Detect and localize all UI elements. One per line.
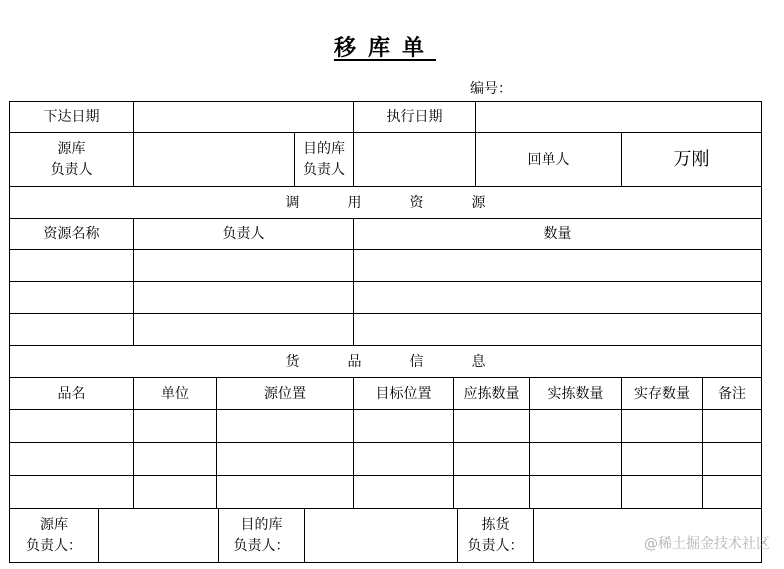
table-row bbox=[10, 476, 762, 509]
goods-cell[interactable] bbox=[134, 410, 217, 443]
goods-cell[interactable] bbox=[530, 476, 622, 509]
watermark-text: @稀土掘金技术社区 bbox=[644, 536, 770, 552]
resource-owner-cell[interactable] bbox=[134, 250, 354, 282]
goods-cell[interactable] bbox=[10, 410, 134, 443]
document-title: 移库单 bbox=[333, 36, 436, 61]
issue-date-field[interactable] bbox=[134, 102, 354, 133]
table-row bbox=[10, 314, 762, 346]
goods-section-heading: 货 品 信 息 bbox=[10, 346, 762, 378]
goods-cell[interactable] bbox=[622, 443, 703, 476]
goods-target-location-header: 目标位置 bbox=[354, 378, 454, 410]
footer-source-owner-label: 源库 负责人： bbox=[10, 509, 99, 562]
goods-cell[interactable] bbox=[530, 443, 622, 476]
goods-cell[interactable] bbox=[134, 443, 217, 476]
goods-cell[interactable] bbox=[622, 476, 703, 509]
exec-date-label: 执行日期 bbox=[354, 102, 476, 133]
resource-quantity-cell[interactable] bbox=[354, 314, 762, 346]
goods-cell[interactable] bbox=[454, 410, 530, 443]
resource-name-header: 资源名称 bbox=[10, 219, 134, 250]
resource-owner-header: 负责人 bbox=[134, 219, 354, 250]
goods-remark-header: 备注 bbox=[703, 378, 762, 410]
resource-name-cell[interactable] bbox=[10, 314, 134, 346]
receiver-label: 回单人 bbox=[476, 133, 622, 187]
resource-name-cell[interactable] bbox=[10, 282, 134, 314]
goods-cell[interactable] bbox=[354, 410, 454, 443]
goods-cell[interactable] bbox=[703, 443, 762, 476]
resource-quantity-cell[interactable] bbox=[354, 282, 762, 314]
footer-picker-owner-label: 拣货 负责人： bbox=[458, 509, 534, 562]
goods-cell[interactable] bbox=[530, 410, 622, 443]
goods-actual-pick-qty-header: 实拣数量 bbox=[530, 378, 622, 410]
table-row bbox=[10, 282, 762, 314]
goods-cell[interactable] bbox=[703, 476, 762, 509]
table-row bbox=[10, 443, 762, 476]
footer-target-owner-field[interactable] bbox=[305, 509, 458, 562]
source-wh-owner-field[interactable] bbox=[134, 133, 295, 186]
resource-quantity-cell[interactable] bbox=[354, 250, 762, 282]
goods-stock-qty-header: 实存数量 bbox=[622, 378, 703, 410]
target-wh-owner-label: 目的库 负责人 bbox=[303, 140, 345, 178]
exec-date-field[interactable] bbox=[476, 102, 762, 133]
resource-owner-cell[interactable] bbox=[134, 314, 354, 346]
goods-cell[interactable] bbox=[217, 443, 354, 476]
resource-section-heading: 调 用 资 源 bbox=[10, 187, 762, 219]
goods-cell[interactable] bbox=[10, 443, 134, 476]
goods-cell[interactable] bbox=[454, 443, 530, 476]
resource-owner-cell[interactable] bbox=[134, 282, 354, 314]
goods-cell[interactable] bbox=[454, 476, 530, 509]
goods-cell[interactable] bbox=[622, 410, 703, 443]
resource-quantity-header: 数量 bbox=[354, 219, 762, 250]
issue-date-label: 下达日期 bbox=[10, 102, 134, 133]
goods-name-header: 品名 bbox=[10, 378, 134, 410]
footer-source-owner-field[interactable] bbox=[99, 509, 219, 562]
receiver-value: 万刚 bbox=[622, 133, 762, 187]
goods-cell[interactable] bbox=[354, 476, 454, 509]
serial-number-label: 编号： bbox=[470, 81, 512, 97]
source-wh-owner-label: 源库 负责人 bbox=[10, 133, 134, 187]
goods-cell[interactable] bbox=[217, 476, 354, 509]
table-row bbox=[10, 410, 762, 443]
goods-cell[interactable] bbox=[703, 410, 762, 443]
goods-unit-header: 单位 bbox=[134, 378, 217, 410]
table-row bbox=[10, 250, 762, 282]
target-wh-owner-field[interactable] bbox=[354, 133, 476, 187]
goods-source-location-header: 源位置 bbox=[217, 378, 354, 410]
footer-target-owner-label: 目的库 负责人： bbox=[219, 509, 305, 562]
goods-pick-qty-header: 应拣数量 bbox=[454, 378, 530, 410]
resource-name-cell[interactable] bbox=[10, 250, 134, 282]
goods-cell[interactable] bbox=[217, 410, 354, 443]
transfer-form-table bbox=[9, 101, 762, 563]
goods-cell[interactable] bbox=[10, 476, 134, 509]
goods-cell[interactable] bbox=[354, 443, 454, 476]
goods-cell[interactable] bbox=[134, 476, 217, 509]
